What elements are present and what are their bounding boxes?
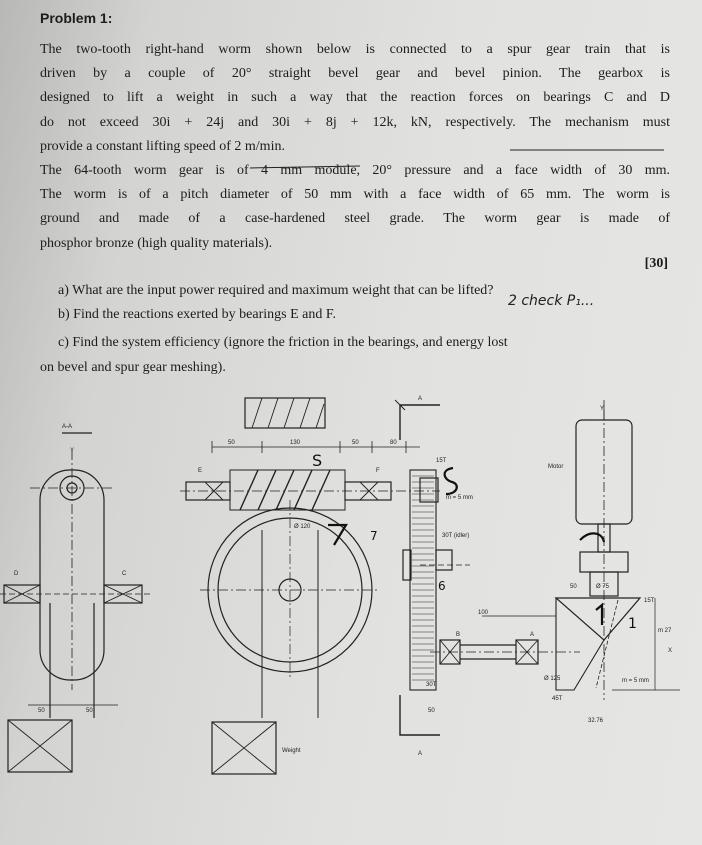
axis-y-label-right: Y bbox=[600, 406, 605, 412]
bearing-f-label: F bbox=[376, 468, 380, 474]
dia-125-label: Ø 125 bbox=[544, 676, 561, 682]
question-a: a) What are the input power required and maximum weight that can be lifted? bbox=[58, 283, 494, 298]
statement-line: The 64-tooth worm gear is of 4 mm module, 20° pressure and a face width of 30 mm. bbox=[40, 163, 670, 179]
question-c: c) Find the system efficiency (ignore the friction in the bearings, and energy lost bbox=[58, 335, 508, 351]
bearing-b-label: B bbox=[456, 632, 461, 638]
gear-30t-label: 30T bbox=[426, 682, 437, 688]
section-a-bottom-label: A bbox=[418, 751, 423, 757]
statement-line: do not exceed 30i + 24j and 30i + 8j + 12k, kN, respectively. The mechanism must bbox=[40, 114, 670, 130]
statement-line: provide a constant lifting speed of 2 m/min. bbox=[40, 138, 285, 154]
m27-label: m 27 bbox=[658, 628, 672, 634]
dim-80: 80 bbox=[390, 440, 397, 446]
dim-50-motor: 50 bbox=[570, 584, 577, 590]
problem-title: Problem 1: bbox=[40, 10, 113, 26]
dim-100-label: 100 bbox=[478, 610, 489, 616]
marks-badge: [30] bbox=[644, 256, 668, 271]
bearing-a-label: A bbox=[530, 632, 535, 638]
section-label: A-A bbox=[62, 424, 73, 430]
bearing-e-label: E bbox=[198, 468, 203, 474]
statement-line: The two-tooth right-hand worm shown below is connected to a spur gear train that is bbox=[40, 42, 670, 57]
dia-120-label: Ø 120 bbox=[294, 524, 311, 530]
dim-3276-label: 32.76 bbox=[588, 718, 604, 724]
motor-label: Motor bbox=[548, 464, 564, 470]
dim-50-right: 50 bbox=[86, 708, 93, 714]
handwritten-note: 2 check P₁... bbox=[508, 293, 595, 309]
statement-line: driven by a couple of 20° straight bevel gear and bevel pinion. The gearbox is bbox=[40, 66, 670, 82]
statement-line: designed to lift a weight in such a way that the reaction forces on bearings C and D bbox=[40, 90, 670, 106]
weight-label: Weight bbox=[282, 748, 301, 754]
bearing-d-label: D bbox=[14, 571, 19, 577]
question-c-continued: on bevel and spur gear meshing). bbox=[40, 359, 226, 375]
hand-seven-label: 7 bbox=[370, 529, 378, 543]
gear-45t-label: 45T bbox=[552, 696, 563, 702]
bearing-c-label: C bbox=[122, 571, 127, 577]
hand-s-label: S bbox=[312, 451, 323, 470]
idler-label: 30T (idler) bbox=[442, 533, 470, 539]
dim-50-mid: 50 bbox=[352, 440, 359, 446]
statement-line: ground and made of a case-hardened steel grade. The worm gear is made of bbox=[40, 211, 670, 227]
hand-one-label: 1 bbox=[628, 616, 637, 632]
dim-50-left: 50 bbox=[38, 708, 45, 714]
question-b: b) Find the reactions exerted by bearings E and F. bbox=[58, 307, 337, 323]
axis-y-label-left: Y bbox=[70, 448, 75, 454]
module-5-bevel: m = 5 mm bbox=[622, 678, 649, 684]
dia-75-label: Ø 75 bbox=[596, 584, 610, 590]
gear-15t-label: 15T bbox=[436, 458, 447, 464]
dim-50-top: 50 bbox=[228, 440, 235, 446]
section-a-top-label: A bbox=[418, 396, 423, 402]
module-5-label: m = 5 mm bbox=[446, 495, 473, 501]
dim-130: 130 bbox=[290, 440, 301, 446]
statement-line: The worm is of a pitch diameter of 50 mm with a face width of 65 mm. The worm is bbox=[40, 187, 670, 203]
gear-15t-bevel: 15T bbox=[644, 598, 655, 604]
axis-x-label: X bbox=[668, 648, 673, 654]
statement-line: phosphor bronze (high quality materials). bbox=[40, 235, 273, 251]
hand-six-label: 6 bbox=[438, 579, 446, 593]
dim-50-bottom: 50 bbox=[428, 708, 435, 714]
